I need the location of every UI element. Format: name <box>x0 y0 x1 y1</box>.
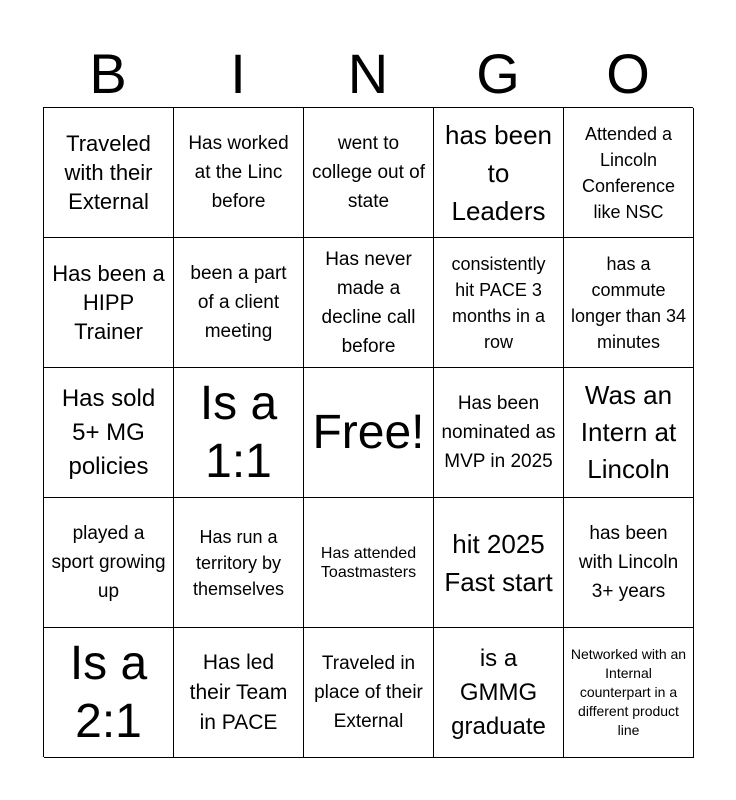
cell-text: Has never made a decline call before <box>321 248 416 357</box>
bingo-cell[interactable] <box>174 238 304 368</box>
cell-text: Traveled with their External <box>64 131 153 214</box>
header-letter-n: N <box>347 42 389 105</box>
cell-text: Has attended Toastmasters <box>320 544 417 581</box>
cell-text: Has worked at the Linc before <box>188 133 289 212</box>
cell-text: Is a 2:1 <box>69 636 148 748</box>
bingo-cell[interactable] <box>304 498 434 628</box>
bingo-cell[interactable] <box>304 108 434 238</box>
bingo-cell[interactable] <box>44 238 174 368</box>
cell-text: has been with Lincoln 3+ years <box>578 523 679 602</box>
header-letter-o: O <box>606 42 650 105</box>
header-letter-b: B <box>89 42 127 105</box>
bingo-cell[interactable] <box>44 368 174 498</box>
header-letter-g: G <box>476 42 520 105</box>
cell-text: Has run a territory by themselves <box>192 526 285 599</box>
bingo-cell[interactable] <box>174 628 304 758</box>
bingo-cell[interactable] <box>174 498 304 628</box>
bingo-cell-free[interactable] <box>304 368 434 498</box>
bingo-cell[interactable] <box>564 628 694 758</box>
bingo-header <box>43 42 693 106</box>
cell-text: been a part of a client meeting <box>190 263 287 342</box>
cell-text: Networked with an Internal counterpart in a different product line <box>570 646 687 738</box>
bingo-cell[interactable] <box>304 238 434 368</box>
bingo-cell[interactable] <box>434 238 564 368</box>
bingo-cell[interactable] <box>564 108 694 238</box>
bingo-cell[interactable] <box>434 108 564 238</box>
bingo-cell[interactable] <box>44 498 174 628</box>
bingo-cell[interactable] <box>174 108 304 238</box>
cell-text: Has been a HIPP Trainer <box>52 261 165 344</box>
bingo-cell[interactable] <box>174 368 304 498</box>
bingo-cell[interactable] <box>434 498 564 628</box>
cell-text: Traveled in place of their External <box>314 653 423 732</box>
cell-text: has a commute longer than 34 minutes <box>570 253 687 352</box>
bingo-cell[interactable] <box>44 628 174 758</box>
bingo-cell[interactable] <box>304 628 434 758</box>
bingo-cell[interactable] <box>434 368 564 498</box>
header-letter-i: I <box>230 42 246 105</box>
cell-text: Was an Intern at Lincoln <box>580 380 677 484</box>
bingo-cell[interactable] <box>564 238 694 368</box>
cell-text: Has been nominated as MVP in 2025 <box>441 393 556 472</box>
cell-text: hit 2025 Fast start <box>444 528 553 597</box>
cell-text: is a GMMG graduate <box>451 644 546 740</box>
cell-text: Has sold 5+ MG policies <box>61 384 156 480</box>
cell-text: has been to Leaders <box>445 119 552 226</box>
cell-text: played a sport growing up <box>51 523 166 602</box>
bingo-cell[interactable] <box>564 368 694 498</box>
bingo-cell[interactable] <box>44 108 174 238</box>
cell-text: Attended a Lincoln Conference like NSC <box>581 123 676 222</box>
cell-text: went to college out of state <box>311 133 426 212</box>
bingo-cell[interactable] <box>564 498 694 628</box>
cell-text: Has led their Team in PACE <box>189 650 288 734</box>
cell-text: Is a 1:1 <box>199 376 278 488</box>
bingo-cell[interactable] <box>434 628 564 758</box>
cell-text: Free! <box>312 405 425 459</box>
cell-text: consistently hit PACE 3 months in a row <box>451 253 546 352</box>
bingo-board <box>43 107 693 757</box>
